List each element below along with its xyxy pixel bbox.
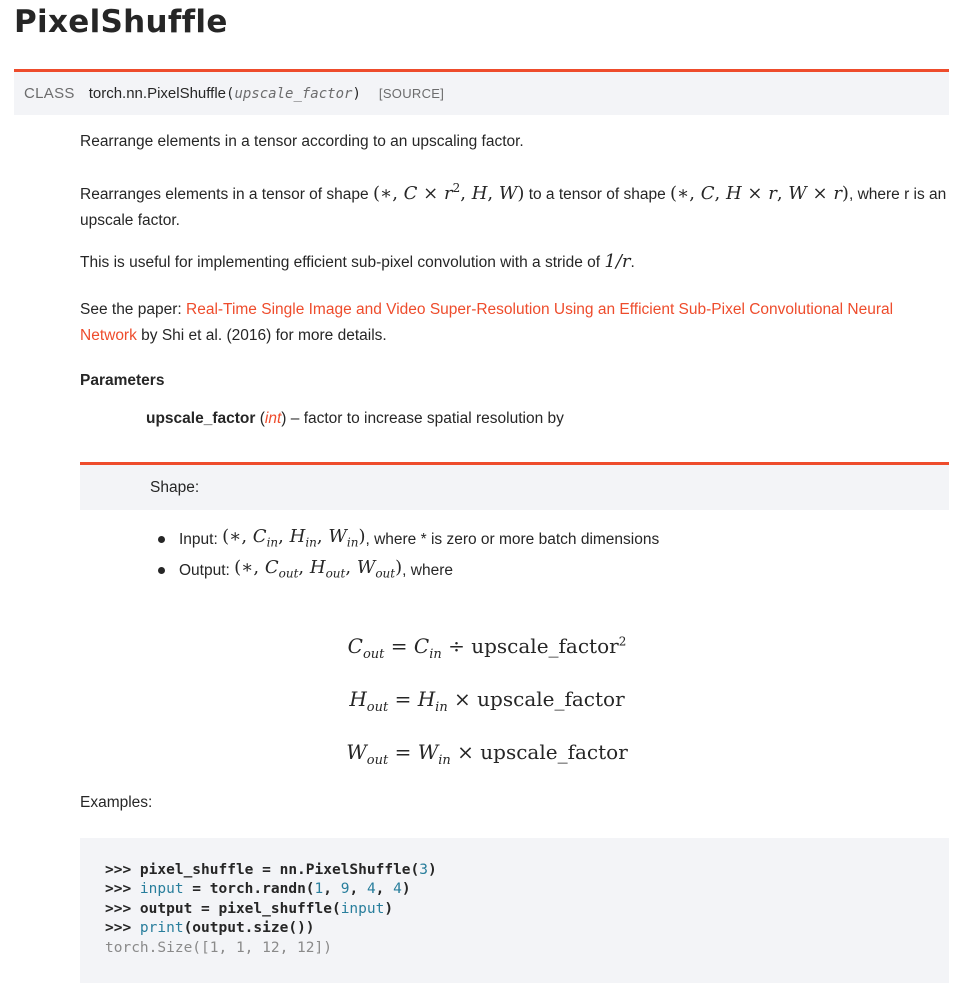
paper-prefix: See the paper:	[80, 301, 182, 318]
stride-math: 1/r	[604, 251, 631, 272]
param-description: – factor to increase spatial resolution by	[290, 410, 564, 427]
class-name: torch.nn.PixelShuffle	[88, 85, 227, 102]
paper-link[interactable]: Real-Time Single Image and Video Super-Resolution Using an Efficient Sub-Pixel Convolutional Neural Network	[80, 301, 894, 344]
parameters-heading: Parameters	[80, 372, 165, 389]
equation-width: $W_{out} = W_{in}$ × upscale_factor	[346, 740, 628, 768]
shape-list	[158, 524, 659, 586]
param-open-paren: (	[259, 410, 265, 427]
useful-prefix: This is useful for implementing efficient sub-pixel convolution with a stride of	[80, 254, 601, 271]
equation-channels: $C_{out} = C_{in}$ ÷ upscale_factor$^2$	[347, 634, 627, 662]
shape-input-item	[158, 524, 659, 555]
rearranges-suffix: , where r is an upscale factor.	[80, 186, 947, 229]
rearranges-middle: to a tensor of shape	[528, 186, 666, 203]
shape-heading: Shape:	[150, 479, 200, 496]
page-title: PixelShuffle	[14, 4, 228, 40]
eq-square: 2	[618, 634, 627, 649]
paper-suffix: by Shi et al. (2016) for more details.	[141, 327, 387, 344]
eq-upscale-1: upscale_factor	[471, 634, 619, 658]
rearranges-prefix: Rearranges elements in a tensor of shape	[80, 186, 369, 203]
shape-input-label: Input:	[179, 530, 218, 548]
code-example-block	[80, 838, 949, 983]
code-output-line: torch.Size([1, 1, 12, 12])	[105, 939, 332, 956]
useful-paragraph	[80, 249, 950, 276]
shape-output-label: Output:	[179, 561, 230, 579]
rearranges-paragraph	[80, 175, 950, 234]
signature-close-paren: )	[352, 85, 361, 102]
shape-output-item	[158, 555, 659, 586]
useful-suffix: .	[630, 254, 635, 271]
signature-param: upscale_factor	[234, 85, 353, 102]
code-line: >>> pixel_shuffle = nn.PixelShuffle(3)	[105, 862, 437, 878]
shape-output-math: (∗, $C_{out}$, $H_{out}$, $W_{out}$)	[234, 556, 403, 581]
shape-input-math: (∗, $C_{in}$, $H_{in}$, $W_{in}$)	[222, 525, 366, 550]
equation-height: $H_{out} = H_{in}$ × upscale_factor	[349, 687, 625, 715]
param-close-paren: )	[281, 410, 287, 427]
signature-open-paren: (	[226, 85, 235, 102]
shape-out-math: (∗, C, H × r, W × r)	[670, 183, 849, 204]
summary-text: Rearrange elements in a tensor according to an upscaling factor.	[80, 133, 524, 150]
eq-upscale-2: upscale_factor	[477, 687, 625, 711]
eq-upscale-3: upscale_factor	[480, 740, 628, 764]
source-link[interactable]: [SOURCE]	[378, 86, 445, 101]
param-type-link[interactable]: int	[264, 410, 282, 427]
param-name: upscale_factor	[146, 410, 256, 427]
code-line: >>> print(output.size())	[105, 920, 315, 937]
shape-note-header	[80, 462, 949, 510]
class-keyword: CLASS	[24, 85, 75, 102]
examples-heading: Examples:	[80, 794, 153, 811]
bullet-icon	[158, 567, 165, 574]
paper-paragraph	[80, 297, 950, 349]
code-line: >>> input = torch.randn(1, 9, 4, 4)	[105, 881, 411, 898]
code-line: >>> output = pixel_shuffle(input)	[105, 900, 394, 917]
bullet-icon	[158, 536, 165, 543]
shape-input-suffix: , where * is zero or more batch dimensions	[365, 530, 660, 548]
shape-in-math: (∗, $C \times r^2$, H, W)	[372, 181, 525, 204]
class-signature	[14, 69, 949, 115]
shape-output-suffix: , where	[402, 561, 453, 579]
parameter-item	[146, 410, 564, 428]
